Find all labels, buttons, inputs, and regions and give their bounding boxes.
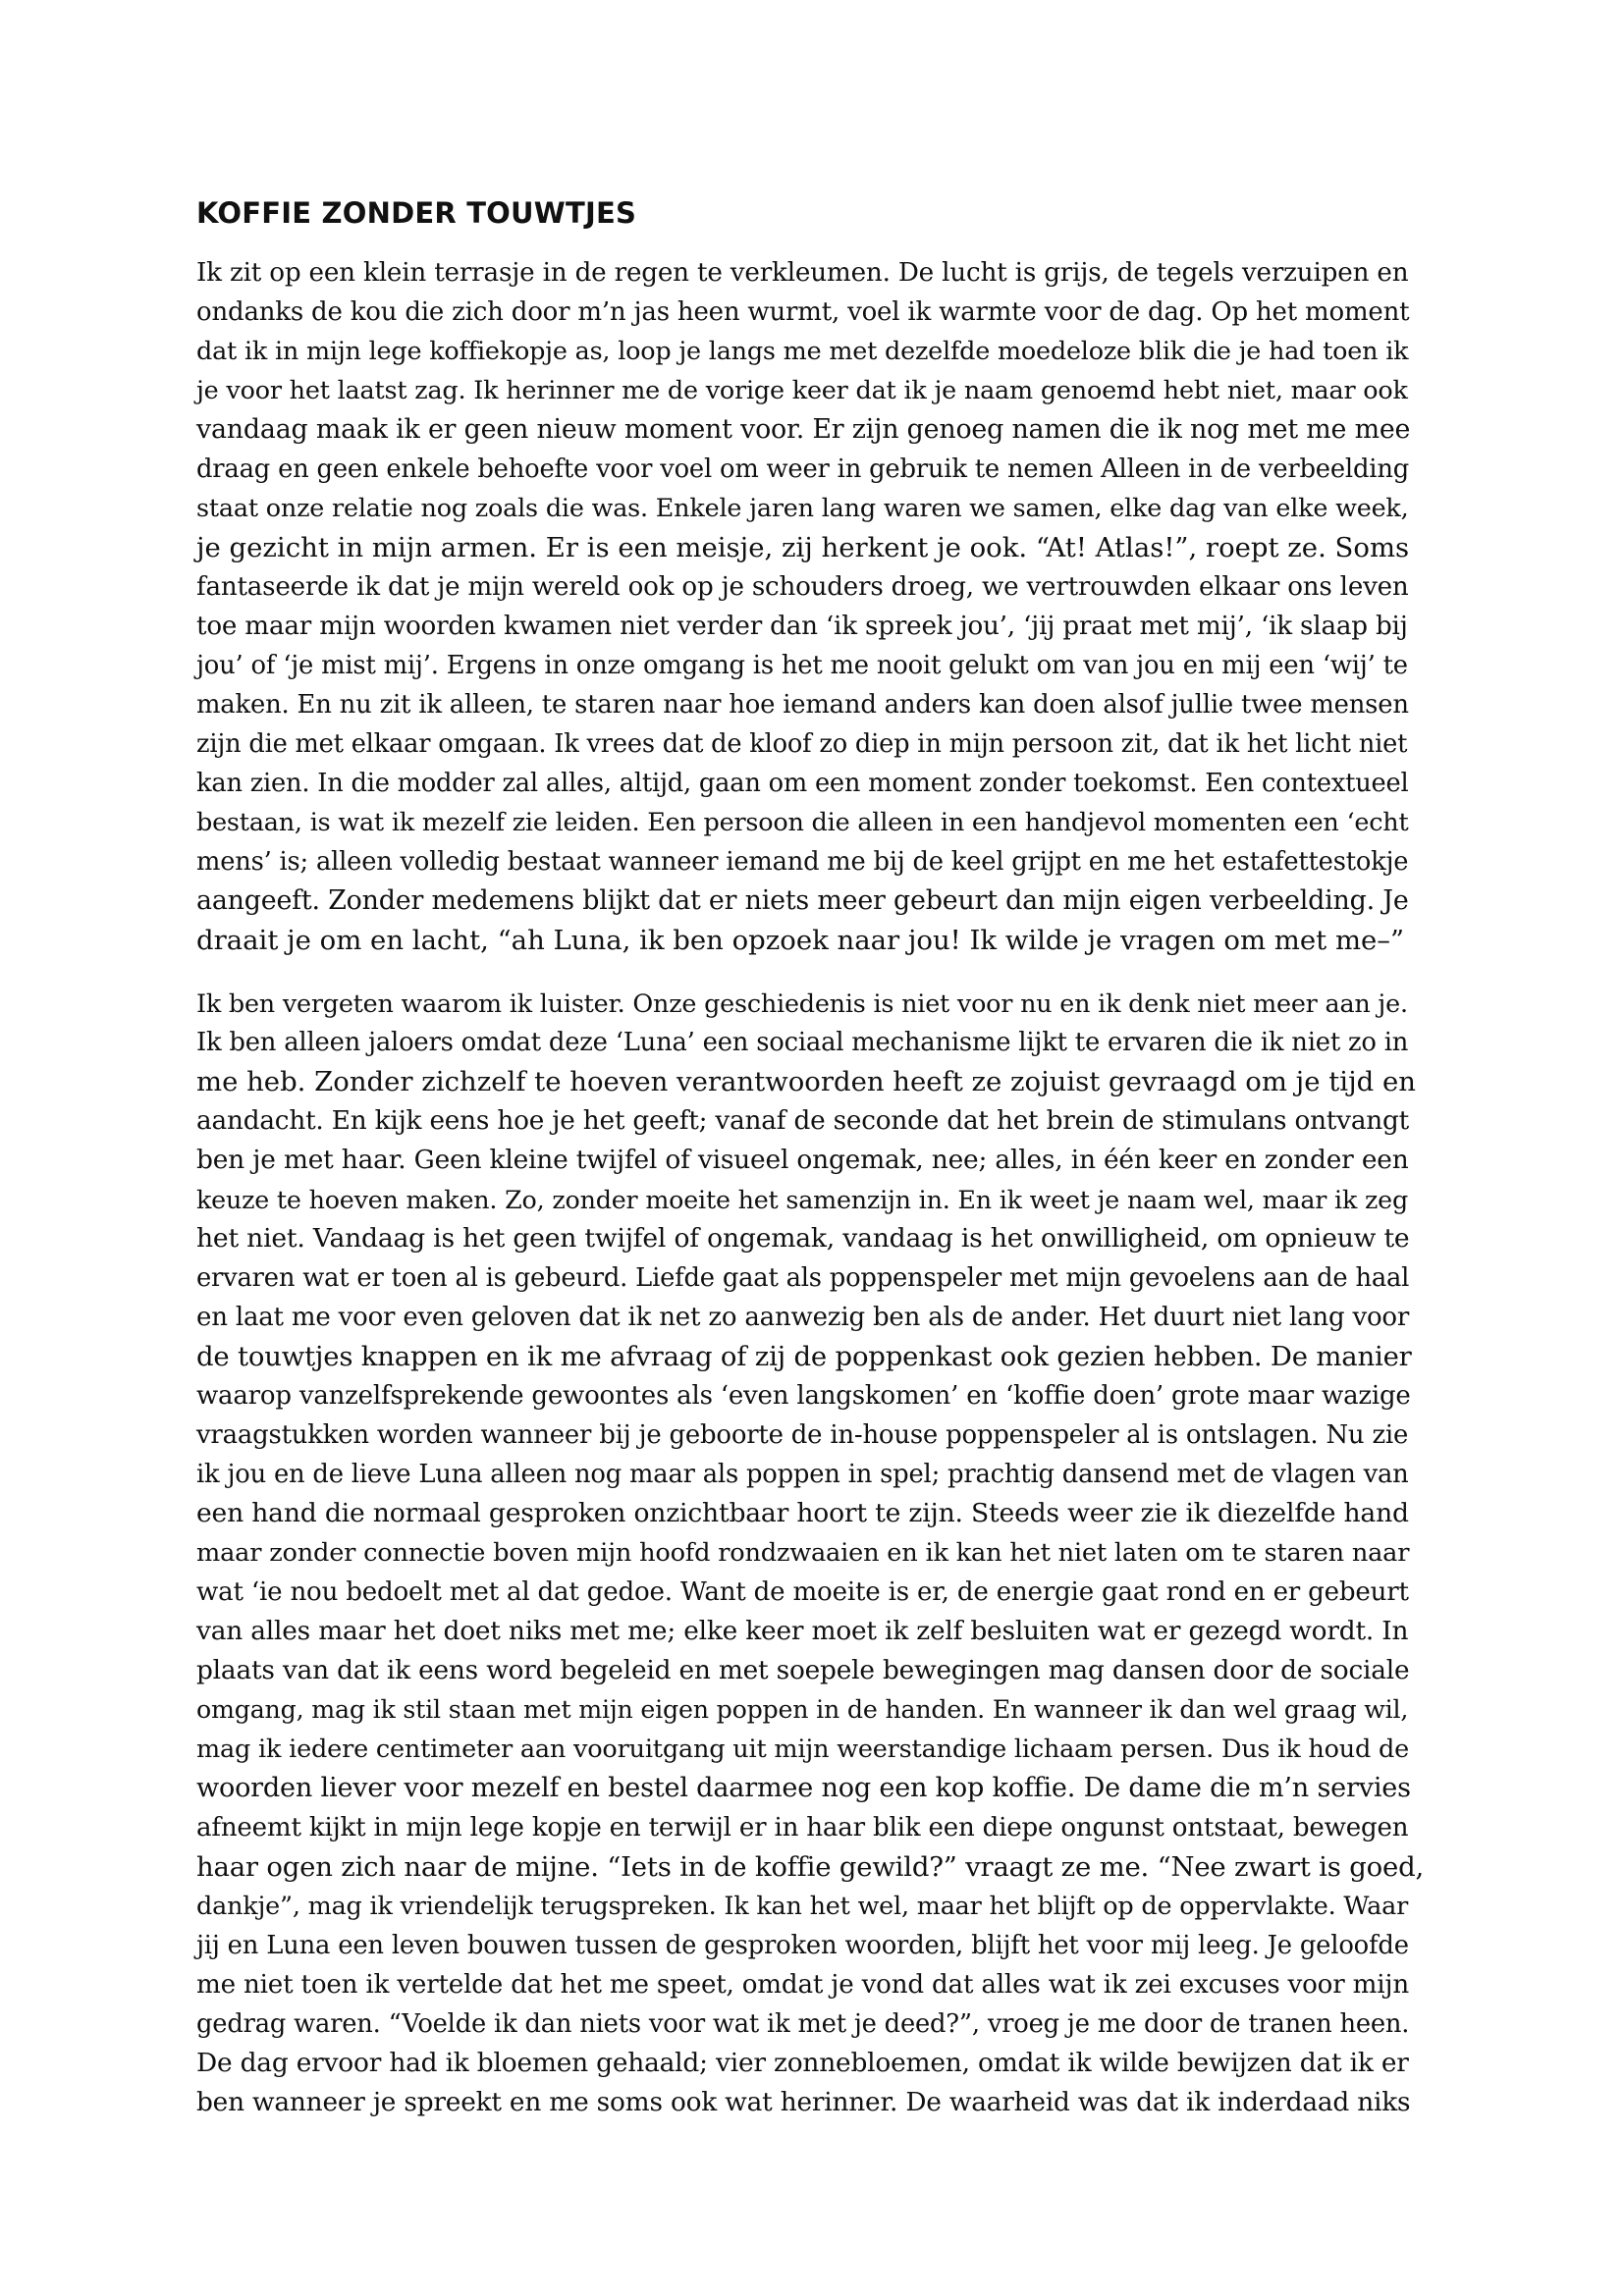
text-line: draag en geen enkele behoefte voor voel om weer in gebruik te nemen Alleen in de verbeelding xyxy=(196,454,1410,484)
document-title: KOFFIE ZONDER TOUWTJES xyxy=(196,196,637,230)
paragraph-1 xyxy=(196,253,1428,960)
text-line: bestaan, is wat ik mezelf zie leiden. Een persoon die alleen in een handjevol momenten een ‘echt xyxy=(196,808,1409,837)
text-line: de touwtjes knappen en ik me afvraag of zij de poppenkast ook gezien hebben. De manier xyxy=(196,1341,1412,1372)
text-line: en laat me voor even geloven dat ik net zo aanwezig ben als de ander. Het duurt niet lang voor xyxy=(196,1303,1410,1332)
text-line: een hand die normaal gesproken onzichtbaar hoort te zijn. Steeds weer zie ik diezelfde hand xyxy=(196,1498,1409,1528)
text-line: Ik ben alleen jaloers omdat deze ‘Luna’ een sociaal mechanisme lijkt te ervaren die ik niet zo in xyxy=(196,1028,1409,1057)
text-line: afneemt kijkt in mijn lege kopje en terwijl er in haar blik een diepe ongunst ontstaat, bewegen xyxy=(196,1813,1409,1842)
text-line: jij en Luna een leven bouwen tussen de gesproken woorden, blijft het voor mij leeg. Je geloofde xyxy=(196,1931,1409,1960)
text-line: gedrag waren. “Voelde ik dan niets voor wat ik met je deed?”, vroeg je me door de tranen heen. xyxy=(196,2009,1410,2039)
text-line: ondanks de kou die zich door m’n jas heen wurmt, voel ik warmte voor de dag. Op het moment xyxy=(196,297,1410,327)
text-line: kan zien. In die modder zal alles, altijd, gaan om een moment zonder toekomst. Een contextueel xyxy=(196,769,1409,798)
text-line: dat ik in mijn lege koffiekopje as, loop je langs me met dezelfde moedeloze blik die je had toen ik xyxy=(196,337,1409,366)
text-line: staat onze relatie nog zoals die was. Enkele jaren lang waren we samen, elke dag van elke week, xyxy=(196,494,1409,523)
text-line: je gezicht in mijn armen. Er is een meisje, zij herkent je ook. “At! Atlas!”, roept ze. Soms xyxy=(196,532,1410,563)
text-line: zijn die met elkaar omgaan. Ik vrees dat de kloof zo diep in mijn persoon zit, dat ik het licht niet xyxy=(196,729,1408,759)
text-line: haar ogen zich naar de mijne. “Iets in de koffie gewild?” vraagt ze me. “Nee zwart is goed, xyxy=(196,1851,1425,1883)
text-line: dankje”, mag ik vriendelijk terugspreken. Ik kan het wel, maar het blijft op de oppervlakte. Waar xyxy=(196,1892,1409,1921)
text-line: ben wanneer je spreekt en me soms ook wat herinner. De waarheid was dat ik inderdaad niks xyxy=(196,2088,1411,2117)
text-line: ervaren wat er toen al is gebeurd. Liefde gaat als poppenspeler met mijn gevoelens aan de haal xyxy=(196,1263,1410,1293)
text-line: Ik zit op een klein terrasje in de regen te verkleumen. De lucht is grijs, de tegels verzuipen en xyxy=(196,258,1409,288)
text-line: het niet. Vandaag is het geen twijfel of ongemak, vandaag is het onwilligheid, om opnieuw te xyxy=(196,1223,1410,1254)
text-line: ik jou en de lieve Luna alleen nog maar als poppen in spel; prachtig dansend met de vlagen van xyxy=(196,1460,1409,1489)
text-line: maken. En nu zit ik alleen, te staren naar hoe iemand anders kan doen alsof jullie twee mensen xyxy=(196,690,1409,720)
text-line: draait je om en lacht, “ah Luna, ik ben opzoek naar jou! Ik wilde je vragen om met me–” xyxy=(196,925,1405,956)
text-line: wat ‘ie nou bedoelt met al dat gedoe. Want de moeite is er, de energie gaat rond en er gebeurt xyxy=(196,1577,1409,1607)
text-line: toe maar mijn woorden kwamen niet verder dan ‘ik spreek jou’, ‘jij praat met mij’, ‘ik slaap bij xyxy=(196,612,1408,641)
text-line: keuze te hoeven maken. Zo, zonder moeite het samenzijn in. En ik weet je naam wel, maar ik zeg xyxy=(196,1185,1409,1214)
text-line: vraagstukken worden wanneer bij je geboorte de in-house poppenspeler al is ontslagen. Nu zie xyxy=(196,1420,1409,1450)
text-line: vandaag maak ik er geen nieuw moment voor. Er zijn genoeg namen die ik nog met me mee xyxy=(196,414,1411,445)
text-line: Ik ben vergeten waarom ik luister. Onze geschiedenis is niet voor nu en ik denk niet meer aan je. xyxy=(196,988,1408,1018)
text-line: woorden liever voor mezelf en bestel daarmee nog een kop koffie. De dame die m’n servies xyxy=(196,1773,1411,1803)
text-line: me heb. Zonder zichzelf te hoeven verantwoorden heeft ze zojuist gevraagd om je tijd en xyxy=(196,1066,1416,1097)
text-line: ben je met haar. Geen kleine twijfel of visueel ongemak, nee; alles, in één keer en zonder een xyxy=(196,1145,1409,1175)
text-line: van alles maar het doet niks met me; elke keer moet ik zelf besluiten wat er gezegd wordt. In xyxy=(196,1616,1409,1646)
text-line: De dag ervoor had ik bloemen gehaald; vier zonnebloemen, omdat ik wilde bewijzen dat ik er xyxy=(196,2048,1409,2078)
paragraph-2 xyxy=(196,984,1428,2122)
text-line: mag ik iedere centimeter aan vooruitgang uit mijn weerstandige lichaam persen. Dus ik houd de xyxy=(196,1735,1410,1764)
text-line: waarop vanzelfsprekende gewoontes als ‘even langskomen’ en ‘koffie doen’ grote maar wazige xyxy=(196,1381,1411,1411)
text-line: omgang, mag ik stil staan met mijn eigen poppen in de handen. En wanneer ik dan wel graag wil, xyxy=(196,1695,1409,1724)
document-paragraphs xyxy=(196,253,1428,2122)
text-line: mens’ is; alleen volledig bestaat wanneer iemand me bij de keel grijpt en me het estafettestokje xyxy=(196,847,1409,877)
document-body xyxy=(196,194,1428,2146)
text-line: fantaseerde ik dat je mijn wereld ook op je schouders droeg, we vertrouwden elkaar ons leven xyxy=(196,572,1409,602)
text-line: plaats van dat ik eens word begeleid en met soepele bewegingen mag dansen door de sociale xyxy=(196,1656,1410,1685)
text-line: maar zonder connectie boven mijn hoofd rondzwaaien en ik kan het niet laten om te staren naar xyxy=(196,1538,1410,1568)
text-line: je voor het laatst zag. Ik herinner me de vorige keer dat ik je naam genoemd hebt niet, maar ook xyxy=(196,376,1408,405)
text-line: jou’ of ‘je mist mij’. Ergens in onze omgang is het me nooit gelukt om van jou en mij een ‘wij’ te xyxy=(196,651,1408,680)
text-line: aangeeft. Zonder medemens blijkt dat er niets meer gebeurt dan mijn eigen verbeelding. Je xyxy=(196,885,1409,916)
text-line: me niet toen ik vertelde dat het me speet, omdat je vond dat alles wat ik zei excuses voor mijn xyxy=(196,1970,1409,2000)
text-line: aandacht. En kijk eens hoe je het geeft; vanaf de seconde dat het brein de stimulans ontvangt xyxy=(196,1106,1410,1136)
